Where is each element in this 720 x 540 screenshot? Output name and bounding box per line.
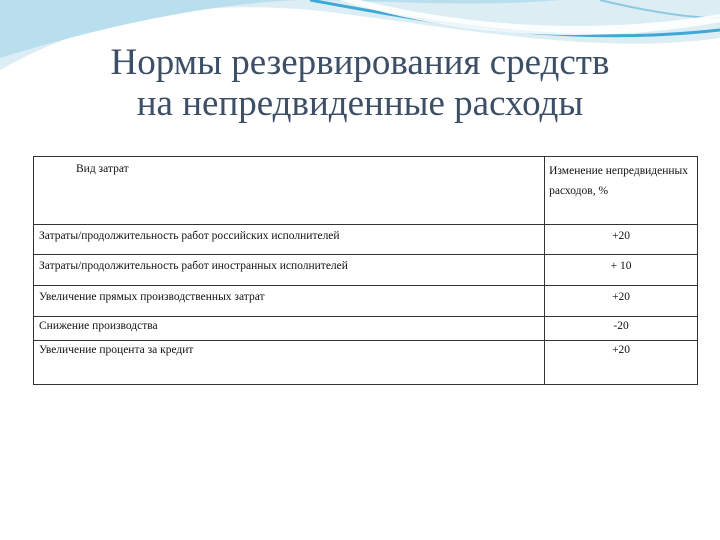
row-label: Снижение производства: [39, 320, 158, 332]
header-cost-type-label: Вид затрат: [76, 163, 129, 175]
table-cell-value: [545, 317, 698, 341]
table-cell-value: [545, 255, 698, 286]
table-row: [34, 225, 698, 255]
table-cell-label: [34, 341, 545, 385]
row-value: + 10: [610, 260, 632, 272]
row-label: Увеличение прямых производственных затрат: [39, 291, 265, 303]
slide-title-line-1: Нормы резервирования средств: [110, 42, 610, 83]
header-cost-type: [34, 157, 545, 225]
table-cell-label: [34, 225, 545, 255]
row-value: +20: [612, 291, 631, 303]
header-change-percent-label: Изменение непредвиденных расходов, %: [549, 165, 689, 197]
table-row: [34, 317, 698, 341]
table-cell-value: [545, 341, 698, 385]
header-change-percent: [545, 157, 698, 225]
table-cell-label: [34, 255, 545, 286]
row-label: Затраты/продолжительность работ российских исполнителей: [39, 230, 340, 242]
reserve-norms-table: [33, 156, 698, 385]
row-value: +20: [612, 344, 631, 356]
table-header-row: [34, 157, 698, 225]
table-cell-value: [545, 286, 698, 317]
table-row: [34, 341, 698, 385]
table-cell-label: [34, 286, 545, 317]
row-value: -20: [613, 320, 629, 332]
table-row: [34, 286, 698, 317]
table-cell-value: [545, 225, 698, 255]
row-label: Затраты/продолжительность работ иностранных исполнителей: [39, 260, 348, 272]
table-row: [34, 255, 698, 286]
slide-title-line-2: на непредвиденные расходы: [136, 83, 584, 124]
row-value: +20: [612, 230, 631, 242]
row-label: Увеличение процента за кредит: [39, 344, 194, 356]
table-cell-label: [34, 317, 545, 341]
slide-title: [0, 42, 720, 124]
